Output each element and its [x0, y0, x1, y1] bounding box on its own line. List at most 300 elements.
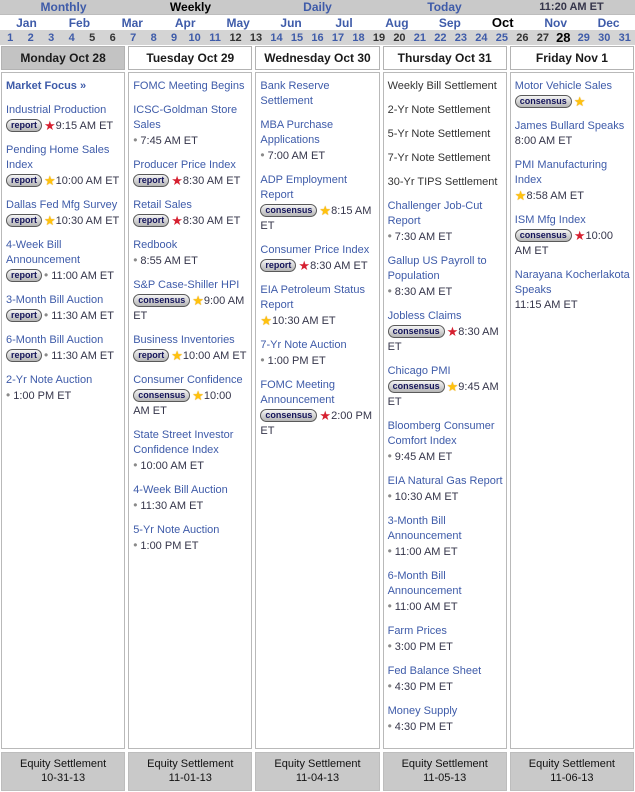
- day-16[interactable]: 16: [311, 31, 324, 44]
- event-5-yr-note-settlement: [388, 127, 503, 142]
- event-ism-mfg-index: [515, 213, 630, 259]
- red-star-icon: ★: [171, 173, 183, 188]
- yellow-star-icon: ★: [192, 388, 204, 403]
- event-title: Weekly Bill Settlement: [387, 80, 497, 92]
- event-link[interactable]: ADP Employment Report: [260, 174, 347, 201]
- event-time: 8:58 AM ET: [526, 190, 584, 202]
- event-pending-home-sales-index: [6, 143, 121, 189]
- settlement-label: Equity Settlement: [528, 758, 615, 770]
- event-challenger-job-cut-report: [388, 199, 503, 245]
- event-pmi-manufacturing-index: [515, 158, 630, 204]
- event-link[interactable]: FOMC Meeting Begins: [133, 80, 245, 92]
- current-time: 11:20 AM ET: [539, 1, 604, 13]
- event-link[interactable]: PMI Manufacturing Index: [514, 159, 608, 186]
- bullet-icon: •: [133, 253, 138, 267]
- column-events: [383, 72, 507, 749]
- event-link[interactable]: FOMC Meeting Announcement: [260, 379, 335, 406]
- report-badge: report: [6, 349, 42, 362]
- event-meta: [388, 379, 503, 410]
- event-meta: [388, 639, 503, 655]
- yellow-star-icon: ★: [192, 293, 204, 308]
- day-column-friday-nov-1: [510, 46, 634, 749]
- event-time: 1:00 PM ET: [140, 540, 199, 552]
- event-meta: [388, 489, 503, 505]
- day-column-wednesday-oct-30: [255, 46, 379, 749]
- nav-item-weekly[interactable]: Weekly: [169, 0, 212, 14]
- report-badge: report: [133, 349, 169, 362]
- event-time: 10:00 AM ET: [133, 390, 232, 417]
- red-star-icon: ★: [298, 258, 311, 273]
- bullet-icon: •: [387, 229, 392, 243]
- month-aug[interactable]: Aug: [385, 15, 409, 30]
- day-31[interactable]: 31: [618, 31, 631, 44]
- consensus-badge: consensus: [260, 204, 317, 217]
- consensus-badge: consensus: [515, 229, 572, 242]
- bullet-icon: •: [387, 284, 392, 298]
- column-events: [255, 72, 379, 749]
- bullet-icon: •: [387, 639, 392, 653]
- settlement-label: Equity Settlement: [274, 758, 361, 770]
- event-market-focus: [6, 79, 121, 94]
- event-meta: [133, 173, 248, 189]
- event-consumer-confidence: [133, 373, 248, 419]
- month-dec[interactable]: Dec: [597, 15, 620, 30]
- report-badge: report: [6, 174, 42, 187]
- event-retail-sales: [133, 198, 248, 229]
- event-meta: [133, 348, 248, 364]
- event-link[interactable]: State Street Investor Confidence Index: [133, 429, 234, 456]
- event-time: 4:30 PM ET: [394, 721, 453, 733]
- event-time: 10:00 AM ET: [55, 175, 120, 187]
- event-time: 8:30 AM ET: [394, 286, 453, 298]
- report-badge: report: [133, 174, 169, 187]
- event-5-yr-note-auction: [133, 523, 248, 554]
- event-bank-reserve-settlement: [260, 79, 375, 109]
- event-link[interactable]: Gallup US Payroll to Population: [387, 255, 487, 282]
- event-7-yr-note-settlement: [388, 151, 503, 166]
- column-header: Wednesday Oct 30: [255, 46, 379, 70]
- event-s-p-case-shiller-hpi: [133, 278, 248, 324]
- event-time: 8:30 AM ET: [182, 175, 241, 187]
- month-mar[interactable]: Mar: [121, 15, 143, 30]
- event-link[interactable]: Consumer Price Index: [260, 244, 370, 256]
- column-header: Tuesday Oct 29: [128, 46, 252, 70]
- event-gallup-us-payroll-to-population: [388, 254, 503, 300]
- event-title: 5-Yr Note Settlement: [387, 128, 491, 140]
- day-25[interactable]: 25: [495, 31, 508, 44]
- event-icsc-goldman-store-sales: [133, 103, 248, 149]
- event-meta: [260, 313, 375, 329]
- event-link[interactable]: Dallas Fed Mfg Survey: [6, 199, 118, 211]
- event-time: 11:00 AM ET: [51, 270, 114, 282]
- event-meta: [388, 544, 503, 560]
- settlement-date: 11-05-13: [423, 772, 467, 784]
- red-star-icon: ★: [319, 408, 332, 423]
- event-link[interactable]: 3-Month Bill Auction: [6, 294, 104, 306]
- event-time: 11:00 AM ET: [394, 601, 458, 613]
- event-meta: [6, 348, 121, 364]
- event-meta: [6, 173, 121, 189]
- consensus-badge: consensus: [133, 294, 190, 307]
- event-jobless-claims: [388, 309, 503, 355]
- month-nav: [0, 15, 635, 30]
- day-column-tuesday-oct-29: [128, 46, 252, 749]
- event-fomc-meeting-announcement: [260, 378, 375, 439]
- event-link[interactable]: 5-Yr Note Auction: [133, 524, 220, 536]
- nav-item-monthly[interactable]: Monthly: [40, 0, 87, 14]
- yellow-star-icon: ★: [44, 213, 56, 228]
- day-12: 12: [229, 31, 242, 44]
- settlement-date: 10-31-13: [41, 772, 86, 784]
- report-badge: report: [6, 269, 42, 282]
- day-30[interactable]: 30: [598, 31, 611, 44]
- bullet-icon: •: [133, 133, 138, 147]
- event-time: 10:30 AM ET: [55, 215, 120, 227]
- event-time: 9:45 AM ET: [394, 451, 453, 463]
- day-14[interactable]: 14: [270, 31, 283, 44]
- nav-item-daily[interactable]: Daily: [303, 0, 332, 14]
- event-link[interactable]: MBA Purchase Applications: [260, 119, 334, 146]
- event-link[interactable]: ICSC-Goldman Store Sales: [133, 104, 238, 131]
- event-meta: [388, 599, 503, 615]
- yellow-star-icon: ★: [171, 348, 183, 363]
- event-link[interactable]: 4-Week Bill Announcement: [6, 239, 80, 266]
- event-link[interactable]: Fed Balance Sheet: [387, 665, 482, 677]
- event-time: 8:55 AM ET: [140, 255, 198, 267]
- event-link[interactable]: Motor Vehicle Sales: [514, 80, 613, 92]
- day-17[interactable]: 17: [331, 31, 345, 44]
- event-time: 11:30 AM ET: [51, 310, 114, 322]
- event-link[interactable]: S&P Case-Shiller HPI: [133, 279, 240, 291]
- event-time: 7:45 AM ET: [140, 135, 198, 147]
- calendar-grid: [0, 45, 635, 749]
- bullet-icon: •: [44, 308, 49, 322]
- view-nav: [0, 0, 635, 15]
- event-meta: [6, 308, 121, 324]
- event-link[interactable]: 2-Yr Note Auction: [6, 374, 93, 386]
- event-meta: [388, 449, 503, 465]
- settlement-date: 11-01-13: [168, 772, 212, 784]
- event-meta: [388, 679, 503, 695]
- yellow-star-icon: ★: [260, 313, 273, 328]
- event-meta: [515, 188, 630, 204]
- event-meta: [515, 298, 630, 313]
- month-nov[interactable]: Nov: [544, 15, 568, 30]
- report-badge: report: [6, 119, 42, 132]
- event-title: 2-Yr Note Settlement: [387, 104, 491, 116]
- day-28: 28: [556, 30, 571, 45]
- event-meta: [133, 498, 248, 514]
- day-27: 27: [536, 31, 549, 44]
- bullet-icon: •: [387, 599, 392, 613]
- bullet-icon: •: [133, 538, 138, 552]
- event-time: 11:15 AM ET: [514, 299, 578, 311]
- event-time: 8:00 AM ET: [514, 135, 573, 147]
- event-farm-prices: [388, 624, 503, 655]
- event-industrial-production: [6, 103, 121, 134]
- equity-settlement-cell: [128, 752, 252, 791]
- event-3-month-bill-auction: [6, 293, 121, 324]
- event-time: 8:15 AM ET: [260, 205, 372, 232]
- event-time: 2:00 PM ET: [260, 410, 373, 437]
- event-link[interactable]: Chicago PMI: [387, 365, 451, 377]
- day-9[interactable]: 9: [171, 31, 178, 44]
- settlement-date: 11-04-13: [295, 772, 340, 784]
- event-dallas-fed-mfg-survey: [6, 198, 121, 229]
- consensus-badge: consensus: [515, 95, 572, 108]
- equity-settlement-cell: [1, 752, 125, 791]
- event-4-week-bill-announcement: [6, 238, 121, 284]
- event-james-bullard-speaks: [515, 119, 630, 149]
- event-3-month-bill-announcement: [388, 514, 503, 560]
- event-meta: [6, 388, 121, 404]
- event-meta: [6, 118, 121, 134]
- event-meta: [260, 203, 375, 234]
- event-time: 11:00 AM ET: [394, 546, 458, 558]
- event-link[interactable]: ISM Mfg Index: [514, 214, 586, 226]
- consensus-badge: consensus: [388, 380, 445, 393]
- day-15[interactable]: 15: [290, 31, 304, 44]
- nav-item-today[interactable]: Today: [427, 0, 462, 14]
- day-2[interactable]: 2: [27, 31, 34, 44]
- event-4-week-bill-auction: [133, 483, 248, 514]
- event-mba-purchase-applications: [260, 118, 375, 164]
- event-meta: [515, 134, 630, 149]
- event-link[interactable]: Market Focus »: [6, 80, 87, 92]
- event-7-yr-note-auction: [260, 338, 375, 369]
- day-26: 26: [516, 31, 529, 44]
- bullet-icon: •: [44, 268, 49, 282]
- event-eia-natural-gas-report: [388, 474, 503, 505]
- day-column-thursday-oct-31: [383, 46, 507, 749]
- day-18[interactable]: 18: [352, 31, 365, 44]
- event-chicago-pmi: [388, 364, 503, 410]
- bullet-icon: •: [6, 388, 11, 402]
- event-link[interactable]: 6-Month Bill Announcement: [387, 570, 462, 597]
- event-fomc-meeting-begins: [133, 79, 248, 94]
- column-header: Thursday Oct 31: [383, 46, 507, 70]
- event-meta: [133, 253, 248, 269]
- day-13: 13: [249, 31, 263, 44]
- event-title: 30-Yr TIPS Settlement: [387, 176, 498, 188]
- column-header: Monday Oct 28: [1, 46, 125, 70]
- event-time: 8:30 AM ET: [387, 326, 499, 353]
- event-money-supply: [388, 704, 503, 735]
- event-link[interactable]: Retail Sales: [133, 199, 192, 211]
- event-link[interactable]: Bloomberg Consumer Comfort Index: [387, 420, 495, 447]
- yellow-star-icon: ★: [44, 173, 56, 188]
- month-apr[interactable]: Apr: [174, 15, 196, 30]
- event-time: 9:45 AM ET: [387, 381, 499, 408]
- event-meta: [388, 719, 503, 735]
- event-link[interactable]: Producer Price Index: [133, 159, 236, 171]
- settlement-label: Equity Settlement: [147, 758, 234, 770]
- day-19: 19: [372, 31, 386, 44]
- day-3[interactable]: 3: [48, 31, 55, 44]
- event-link[interactable]: EIA Petroleum Status Report: [260, 284, 365, 311]
- consensus-badge: consensus: [260, 409, 317, 422]
- event-meta: [133, 538, 248, 554]
- month-feb[interactable]: Feb: [68, 15, 91, 30]
- event-time: 1:00 PM ET: [13, 390, 72, 402]
- event-meta: [260, 353, 375, 369]
- consensus-badge: consensus: [388, 325, 445, 338]
- event-meta: [133, 133, 248, 149]
- red-star-icon: ★: [446, 324, 459, 339]
- event-time: 11:30 AM ET: [140, 500, 204, 512]
- event-meta: [388, 284, 503, 300]
- bullet-icon: •: [387, 719, 392, 733]
- bullet-icon: •: [387, 679, 392, 693]
- event-producer-price-index: [133, 158, 248, 189]
- event-6-month-bill-auction: [6, 333, 121, 364]
- event-link[interactable]: 4-Week Bill Auction: [133, 484, 228, 496]
- column-events: [1, 72, 125, 749]
- day-22[interactable]: 22: [434, 31, 447, 44]
- event-link[interactable]: Jobless Claims: [387, 310, 462, 322]
- month-jun[interactable]: Jun: [280, 15, 302, 30]
- settlement-label: Equity Settlement: [19, 758, 107, 770]
- bullet-icon: •: [44, 348, 49, 362]
- settlement-row: [0, 749, 635, 792]
- event-2-yr-note-auction: [6, 373, 121, 404]
- bullet-icon: •: [387, 544, 392, 558]
- report-badge: report: [6, 309, 42, 322]
- event-link[interactable]: 6-Month Bill Auction: [6, 334, 104, 346]
- event-meta: [260, 148, 375, 164]
- event-link[interactable]: 3-Month Bill Announcement: [387, 515, 462, 542]
- bullet-icon: •: [260, 148, 265, 162]
- event-time: 8:30 AM ET: [182, 215, 241, 227]
- consensus-badge: consensus: [133, 389, 190, 402]
- event-link[interactable]: EIA Natural Gas Report: [387, 475, 503, 487]
- event-meta: [6, 268, 121, 284]
- column-header: Friday Nov 1: [510, 46, 634, 70]
- day-10[interactable]: 10: [188, 31, 201, 44]
- event-30-yr-tips-settlement: [388, 175, 503, 190]
- event-2-yr-note-settlement: [388, 103, 503, 118]
- event-fed-balance-sheet: [388, 664, 503, 695]
- month-sep[interactable]: Sep: [438, 15, 461, 30]
- event-meta: [515, 94, 630, 110]
- event-meta: [133, 213, 248, 229]
- event-time: 9:00 AM ET: [133, 295, 245, 322]
- day-23[interactable]: 23: [454, 31, 468, 44]
- yellow-star-icon: ★: [514, 188, 527, 203]
- event-time: 7:30 AM ET: [394, 231, 453, 243]
- report-badge: report: [260, 259, 296, 272]
- event-time: 8:30 AM ET: [310, 260, 368, 272]
- day-4[interactable]: 4: [68, 31, 75, 44]
- day-5: 5: [89, 31, 96, 44]
- event-link[interactable]: Pending Home Sales Index: [6, 144, 110, 171]
- day-11[interactable]: 11: [209, 31, 221, 44]
- event-title: 7-Yr Note Settlement: [387, 152, 491, 164]
- event-time: 10:30 AM ET: [272, 315, 336, 327]
- column-events: [128, 72, 252, 749]
- bullet-icon: •: [133, 458, 138, 472]
- day-1[interactable]: 1: [7, 31, 14, 44]
- event-time: 4:30 PM ET: [394, 681, 453, 693]
- bullet-icon: •: [133, 498, 138, 512]
- event-weekly-bill-settlement: [388, 79, 503, 94]
- event-link[interactable]: Consumer Confidence: [133, 374, 243, 386]
- event-link[interactable]: James Bullard Speaks: [514, 120, 625, 132]
- event-meta: [260, 258, 375, 274]
- settlement-label: Equity Settlement: [401, 758, 488, 770]
- month-may[interactable]: May: [226, 15, 250, 30]
- event-link[interactable]: Money Supply: [387, 705, 458, 717]
- event-link[interactable]: Challenger Job-Cut Report: [387, 200, 483, 227]
- event-time: 1:00 PM ET: [267, 355, 326, 367]
- event-meta: [133, 458, 248, 474]
- event-6-month-bill-announcement: [388, 569, 503, 615]
- event-link[interactable]: Bank Reserve Settlement: [260, 80, 330, 107]
- month-oct: Oct: [491, 15, 514, 30]
- event-meta: [388, 229, 503, 245]
- report-badge: report: [6, 214, 42, 227]
- bullet-icon: •: [260, 353, 265, 367]
- day-29[interactable]: 29: [577, 31, 590, 44]
- event-redbook: [133, 238, 248, 269]
- event-meta: [6, 213, 121, 229]
- red-star-icon: ★: [44, 118, 56, 133]
- settlement-date: 11-06-13: [550, 772, 594, 784]
- event-meta: [260, 408, 375, 439]
- event-narayana-kocherlakota-speaks: [515, 268, 630, 313]
- report-badge: report: [133, 214, 169, 227]
- event-time: 9:15 AM ET: [55, 120, 114, 132]
- event-state-street-investor-confidence-index: [133, 428, 248, 474]
- event-time: 10:00 AM ET: [140, 460, 204, 472]
- event-meta: [388, 324, 503, 355]
- day-nav: [0, 30, 635, 45]
- event-time: 10:00 AM ET: [514, 230, 614, 257]
- bullet-icon: •: [387, 449, 392, 463]
- yellow-star-icon: ★: [573, 94, 586, 109]
- event-link[interactable]: 7-Yr Note Auction: [260, 339, 347, 351]
- event-business-inventories: [133, 333, 248, 364]
- day-20: 20: [393, 31, 406, 44]
- event-link[interactable]: Redbook: [133, 239, 178, 251]
- equity-settlement-cell: [383, 752, 507, 791]
- event-eia-petroleum-status-report: [260, 283, 375, 329]
- equity-settlement-cell: [255, 752, 379, 791]
- event-meta: [515, 228, 630, 259]
- event-consumer-price-index: [260, 243, 375, 274]
- red-star-icon: ★: [171, 213, 183, 228]
- month-jul[interactable]: Jul: [335, 15, 353, 30]
- event-bloomberg-consumer-comfort-index: [388, 419, 503, 465]
- day-7[interactable]: 7: [130, 31, 137, 44]
- event-time: 10:30 AM ET: [394, 491, 459, 503]
- event-time: 7:00 AM ET: [267, 150, 326, 162]
- event-link[interactable]: Industrial Production: [6, 104, 107, 116]
- event-link[interactable]: Narayana Kocherlakota Speaks: [514, 269, 630, 296]
- event-link[interactable]: Farm Prices: [387, 625, 447, 637]
- day-21[interactable]: 21: [413, 31, 427, 44]
- day-column-monday-oct-28: [1, 46, 125, 749]
- day-8[interactable]: 8: [150, 31, 157, 44]
- bullet-icon: •: [387, 489, 392, 503]
- month-jan[interactable]: Jan: [16, 15, 37, 30]
- event-time: 10:00 AM ET: [182, 350, 247, 362]
- event-link[interactable]: Business Inventories: [133, 334, 235, 346]
- event-time: 11:30 AM ET: [51, 350, 114, 362]
- yellow-star-icon: ★: [446, 379, 459, 394]
- day-24[interactable]: 24: [475, 31, 488, 44]
- event-time: 3:00 PM ET: [394, 641, 453, 653]
